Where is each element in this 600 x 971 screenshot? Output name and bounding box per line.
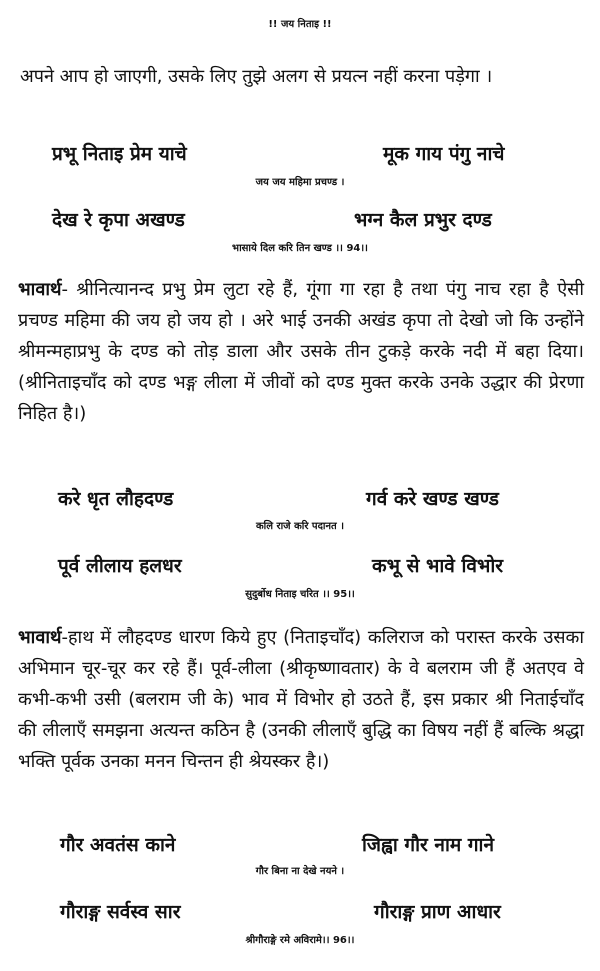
verse-95-line-3-left: पूर्व लीलाय हलधर — [58, 555, 182, 577]
meaning-text: - श्रीनित्यानन्द प्रभु प्रेम लुटा रहे हैं, गूंगा गा रहा है तथा पंगु नाच रहा है ऐसी प्रचण्ड महिमा की जय हो जय हो । अरे भाई उनकी अखंड कृपा तो देखो जो कि उन्होंने श्रीमन्महाप्रभु के दण्ड को तोड़ डाला और उसके तीन टुकड़े करके नदी में बहा दिया। (श्रीनिताइचाँद को दण्ड भङ्ग लीला में जीवों को दण्ड मुक्त करके उनके उद्धार की प्रेरणा निहित है।) — [18, 279, 584, 424]
verse-96-line-3-left: गौराङ्ग सर्वस्व सार — [60, 901, 181, 923]
verse-95-line-1-left: करे धृत लौहदण्ड — [58, 488, 174, 510]
verse-96-line-1-right: जिह्वा गौर नाम गाने — [362, 834, 495, 856]
meaning-label: भावार्थ — [18, 279, 62, 300]
verse-94-line-3-left: देख रे कृपा अखण्ड — [52, 209, 185, 231]
verse-94-line-1-left: प्रभू निताइ प्रेम याचे — [52, 143, 187, 165]
verse-95-line-1-right: गर्व करे खण्ड खण्ड — [366, 488, 499, 510]
verse-94-line-2: जय जय महिमा प्रचण्ड । — [255, 177, 345, 188]
verse-96-line-2: गौर बिना ना देखे नयने । — [255, 866, 345, 877]
verse-95-line-4: सुदुर्बोध निताइ चरित ।। 95।। — [245, 589, 355, 600]
verse-96-line-1-left: गौर अवतंस काने — [60, 834, 176, 856]
verse-94-line-4: भासाये दिल करि तिन खण्ड ।। 94।। — [232, 243, 368, 254]
verse-94-line-1-right: मूक गाय पंगु नाचे — [383, 143, 505, 165]
verse-94-meaning — [18, 274, 584, 429]
verse-95-line-2: कलि राजे करि पदानत । — [255, 521, 345, 532]
verse-96-line-3-right: गौराङ्ग प्राण आधार — [374, 901, 501, 923]
verse-95-meaning — [18, 622, 584, 777]
meaning-text: -हाथ में लौहदण्ड धारण किये हुए (निताइचाँद) कलिराज को परास्त करके उसका अभिमान चूर-चूर कर रहे हैं। पूर्व-लीला (श्रीकृष्णावतार) के वे बलराम जी हैं अतएव वे कभी-कभी उसी (बलराम जी के) भाव में विभोर हो उठते हैं, इस प्रकार श्री निताईचाँद की लीलाएँ समझना अत्यन्त कठिन है (उनकी लीलाएँ बुद्धि का विषय नहीं हैं बल्कि श्रद्धा भक्ति पूर्वक उनका मनन चिन्तन ही श्रेयस्कर है।) — [18, 627, 584, 772]
verse-94-line-3-right: भग्न कैल प्रभुर दण्ड — [354, 209, 492, 231]
intro-line: अपने आप हो जाएगी, उसके लिए तुझे अलग से प्रयत्न नहीं करना पड़ेगा । — [20, 66, 493, 87]
verse-96-line-4: श्रीगौराङ्गे रमे अविरामे।। 96।। — [245, 935, 355, 946]
page-title: !! जय निताइ !! — [268, 19, 332, 30]
meaning-label: भावार्थ — [18, 627, 62, 648]
verse-95-line-3-right: कभू से भावे विभोर — [372, 555, 504, 577]
